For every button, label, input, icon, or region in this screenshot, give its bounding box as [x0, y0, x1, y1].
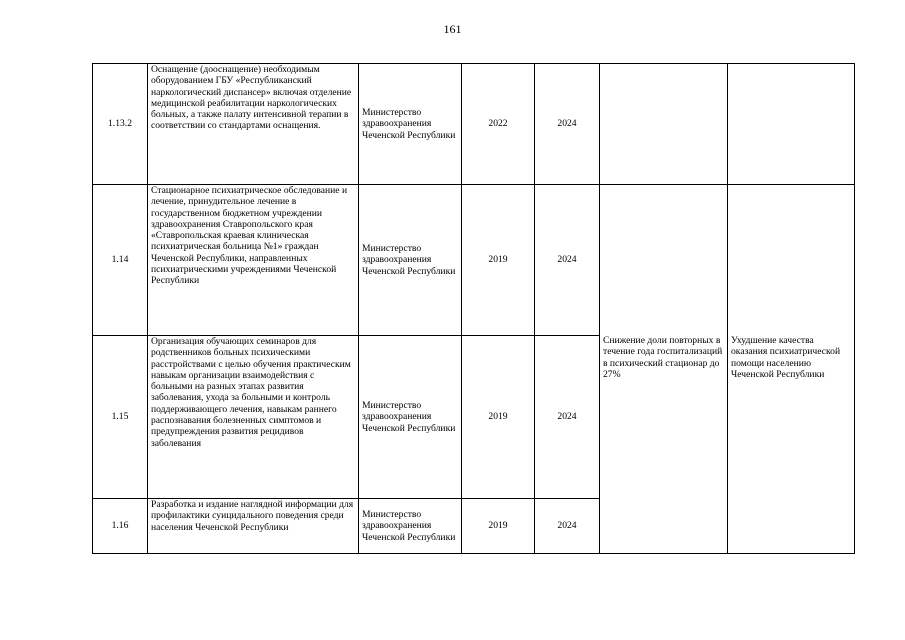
page-number: 161	[443, 22, 462, 36]
executor: Министерство здравоохранения Чеченской Республики	[359, 64, 462, 185]
expected-result-text: Снижение доли повторных в течение года госпитализаций в психический стационар до 27%	[603, 335, 723, 380]
row-number: 1.16	[93, 499, 148, 554]
measures-table	[92, 63, 855, 554]
row-number: 1.15	[93, 336, 148, 499]
consequence	[728, 185, 855, 554]
executor: Министерство здравоохранения Чеченской Республики	[359, 499, 462, 554]
result-cell-empty	[600, 64, 728, 185]
start-year: 2019	[462, 499, 535, 554]
measure-name: Разработка и издание наглядной информации для профилактики суицидального поведения среди населения Чеченской Республики	[148, 499, 359, 554]
end-year: 2024	[535, 499, 600, 554]
row-number: 1.14	[93, 185, 148, 336]
start-year: 2019	[462, 185, 535, 336]
end-year: 2024	[535, 64, 600, 185]
executor: Министерство здравоохранения Чеченской Республики	[359, 185, 462, 336]
consequence-text: Ухудшение качества оказания психиатрической помощи населению Чеченской Республики	[731, 335, 841, 380]
executor: Министерство здравоохранения Чеченской Республики	[359, 336, 462, 499]
start-year: 2022	[462, 64, 535, 185]
end-year: 2024	[535, 185, 600, 336]
consequence-cell-empty	[728, 64, 855, 185]
table-row	[93, 64, 855, 185]
expected-result	[600, 185, 728, 554]
measure-name: Оснащение (дооснащение) необходимым оборудованием ГБУ «Республиканский наркологический диспансер» включая отделение медицинской реабилитации наркологических больных, а также палату интенсивной терапии в соответствии со стандартами оснащения.	[148, 64, 359, 185]
measure-name: Организация обучающих семинаров для родственников больных психическими расстройствами с целью обучения практическим навыкам организации взаимодействия с больными на разных этапах развития заболевания, ухода за больными и контроль поддерживающего лечения, навыкам раннего распознавания болезненных симптомов и предупреждения развития рецидивов заболевания	[148, 336, 359, 499]
row-number: 1.13.2	[93, 64, 148, 185]
measure-name: Стационарное психиатрическое обследование и лечение, принудительное лечение в государственном бюджетном учреждении здравоохранения Ставропольского края «Ставропольская краевая клиническая психиатрическая больница №1» граждан Чеченской Республики, направленных психиатрическими учреждениями Чеченской Республики	[148, 185, 359, 336]
start-year: 2019	[462, 336, 535, 499]
end-year: 2024	[535, 336, 600, 499]
table-row	[93, 185, 855, 336]
